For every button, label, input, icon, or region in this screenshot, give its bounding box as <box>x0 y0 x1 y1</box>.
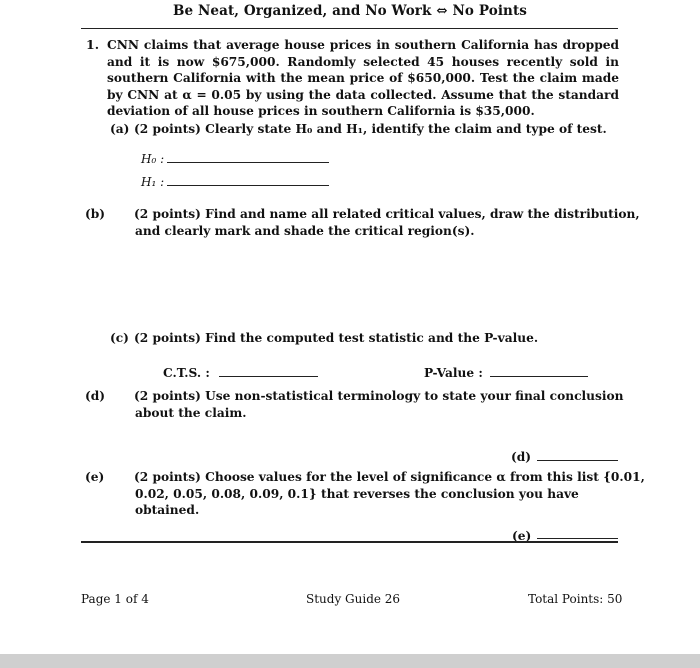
part-d-text: (2 points) Use non-statistical terminology to state your final conclusion about the claim. <box>134 389 624 420</box>
footer-page-number: Page 1 of 4 <box>81 592 149 606</box>
cts-answer-line[interactable] <box>219 376 318 377</box>
h1-answer-line[interactable] <box>167 185 329 186</box>
part-e <box>85 469 645 519</box>
part-e-text: (2 points) Choose values for the level of significance α from this list {0.01, 0.02, 0.05, 0.08, 0.09, 0.1} that reverses the conclusion you have obtained. <box>134 470 645 517</box>
part-a-text: (2 points) Clearly state H₀ and H₁, identify the claim and type of test. <box>134 122 607 136</box>
question-stem: CNN claims that average house prices in southern California has dropped and it is now $675,000. Randomly selected 45 houses recently sold in southern California with the mean price of $650,000. Test the claim made by CNN at α = 0.05 by using the data collected. Assume that the standard deviation of all house prices in southern California is $35,000. <box>107 38 619 118</box>
part-c <box>110 330 620 347</box>
part-a <box>110 121 620 138</box>
part-b-label: (b) <box>85 207 106 221</box>
pvalue-answer-line[interactable] <box>490 376 588 377</box>
part-e-label: (e) <box>85 470 105 484</box>
part-d-label: (d) <box>85 389 106 403</box>
page-header-title: Be Neat, Organized, and No Work ⇔ No Points <box>172 3 527 19</box>
part-c-label: (c) <box>110 331 129 345</box>
h0-answer-line[interactable] <box>167 162 329 163</box>
part-c-text: (2 points) Find the computed test statistic and the P-value. <box>134 331 539 345</box>
part-a-label: (a) <box>110 122 130 136</box>
e-answer-line[interactable] <box>537 538 618 539</box>
pvalue-label: P-Value : <box>424 366 483 380</box>
header-rule <box>81 28 618 29</box>
footer-guide-title: Study Guide 26 <box>306 592 401 606</box>
part-d <box>85 388 645 421</box>
h1-label: H₁ : <box>141 175 165 189</box>
bottom-rule <box>81 541 618 543</box>
d-answer-line[interactable] <box>537 460 618 461</box>
part-b <box>85 206 645 239</box>
footer-total-points: Total Points: 50 <box>528 592 623 606</box>
e-answer-label: (e) <box>512 529 532 543</box>
d-answer-label: (d) <box>511 450 532 464</box>
question-number: 1. <box>86 37 100 52</box>
cts-label: C.T.S. : <box>163 366 210 380</box>
h0-label: H₀ : <box>141 152 165 166</box>
viewer-bottom-bar <box>0 654 700 668</box>
part-b-text: (2 points) Find and name all related critical values, draw the distribution, and clearly mark and shade the critical region(s). <box>134 207 640 238</box>
